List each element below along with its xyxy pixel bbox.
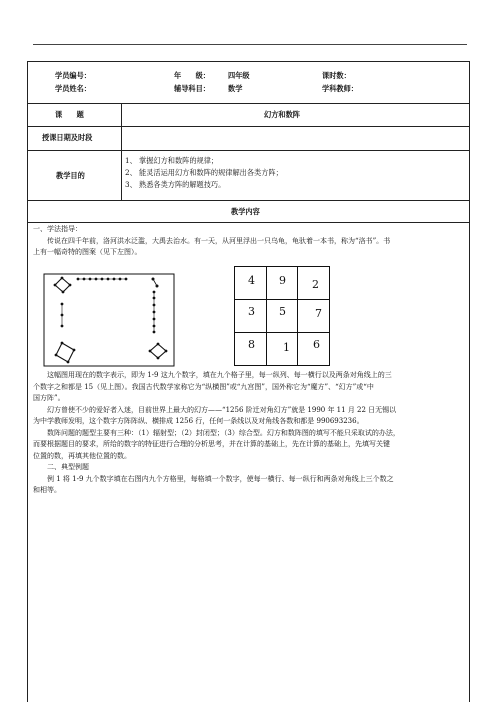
class-count-label: 课时数：	[322, 71, 351, 80]
row-divider	[27, 222, 470, 223]
column-divider	[121, 103, 122, 200]
square-cell: 1	[283, 341, 290, 354]
section-heading: 一、学法指导：	[33, 225, 82, 233]
paragraph-line: 幻方曾使不少的爱好者入迷，目前世界上最大的幻方——“1256 阶迁对角幻方”就是 1990 年 11 月 22 日无锡以	[47, 405, 397, 414]
goal-item: 3、 熟悉各类方阵的解题技巧。	[125, 180, 226, 189]
square-cell: 2	[312, 278, 319, 291]
teacher-label: 学科教师：	[322, 84, 358, 93]
subject-value: 数学	[228, 84, 243, 93]
square-cell: 8	[248, 338, 255, 351]
header-rule	[33, 44, 467, 45]
square-cell: 6	[313, 338, 320, 351]
content-heading: 教学内容	[231, 207, 260, 216]
paragraph-line: 位置的数，再填其他位置的数。	[33, 451, 131, 460]
row-divider	[27, 103, 470, 104]
paragraph-line: 上有一幅奇特的图案（见下左图）。	[33, 248, 142, 256]
content-intro	[33, 224, 465, 259]
square-cell: 5	[279, 305, 286, 318]
row-divider	[27, 126, 470, 127]
paragraph-line: 这幅图用现在的数字表示，即为 1-9 这九个数字，填在九个格子里，每一纵列、每一横行以及两条对角线上的三	[47, 371, 392, 379]
content-body	[33, 370, 465, 497]
magic-square	[234, 266, 330, 366]
topic-value: 幻方和数阵	[264, 110, 300, 119]
square-cell: 7	[315, 307, 322, 320]
student-name-label: 学员姓名：	[55, 84, 91, 93]
row-divider	[27, 150, 470, 151]
section-heading: 二、典型例题	[47, 463, 89, 471]
paragraph-line: 个数字之和都是 15（见上图）。我国古代数学家称它为“纵横图”或“九宫图”，国外称它为“魔方”、“幻方”或“中	[33, 382, 374, 391]
paragraph-line: 数阵问题的题型主要有三种：（1）辐射型；（2）封闭型；（3）综合型。幻方和数阵图的填写不能只采取试的办法，	[47, 428, 400, 437]
grade-label: 年 级：	[174, 71, 210, 80]
goal-item: 2、 能灵活运用幻方和数阵的规律解出各类方阵；	[125, 168, 283, 177]
grade-value: 四年级	[228, 71, 250, 80]
paragraph-line: 国方阵”。	[33, 394, 65, 402]
paragraph-line: 和相等。	[33, 486, 61, 494]
date-label: 授课日期及时段	[42, 133, 93, 142]
student-no-label: 学员编号：	[55, 71, 91, 80]
paragraph-line: 为中学教师发明，这个数字方阵阵纵、横排成 1256 行，任何一条线以及对角线各数和都是 990693236。	[33, 417, 364, 425]
subject-label: 辅导科目：	[174, 84, 210, 93]
paragraph-line: 而要根据题目的要求，所给的数字的特征进行合理的分析思考，并在计算的基础上，先在计算的基础上，先填写关键	[33, 440, 390, 448]
square-cell: 3	[248, 305, 255, 318]
topic-label: 课 题	[55, 110, 84, 119]
luoshu-diagram	[40, 270, 180, 370]
goals-label: 教学目的	[56, 171, 85, 180]
square-cell: 9	[279, 274, 286, 287]
paragraph-line: 例 1 将 1-9 九个数字填在右图内九个方格里，每格填一个数字，使每一横行、每一纵行和两条对角线上三个数之	[47, 474, 394, 483]
goal-item: 1、 掌握幻方和数阵的规律；	[125, 156, 219, 165]
row-divider	[27, 200, 470, 201]
paragraph-line: 传说在四千年前，洛河洪水泛滥，大禹去治水。有一天，从河里浮出一只乌龟，龟驮着一本书，称为“洛书”。书	[47, 236, 391, 245]
square-cell: 4	[248, 274, 255, 287]
